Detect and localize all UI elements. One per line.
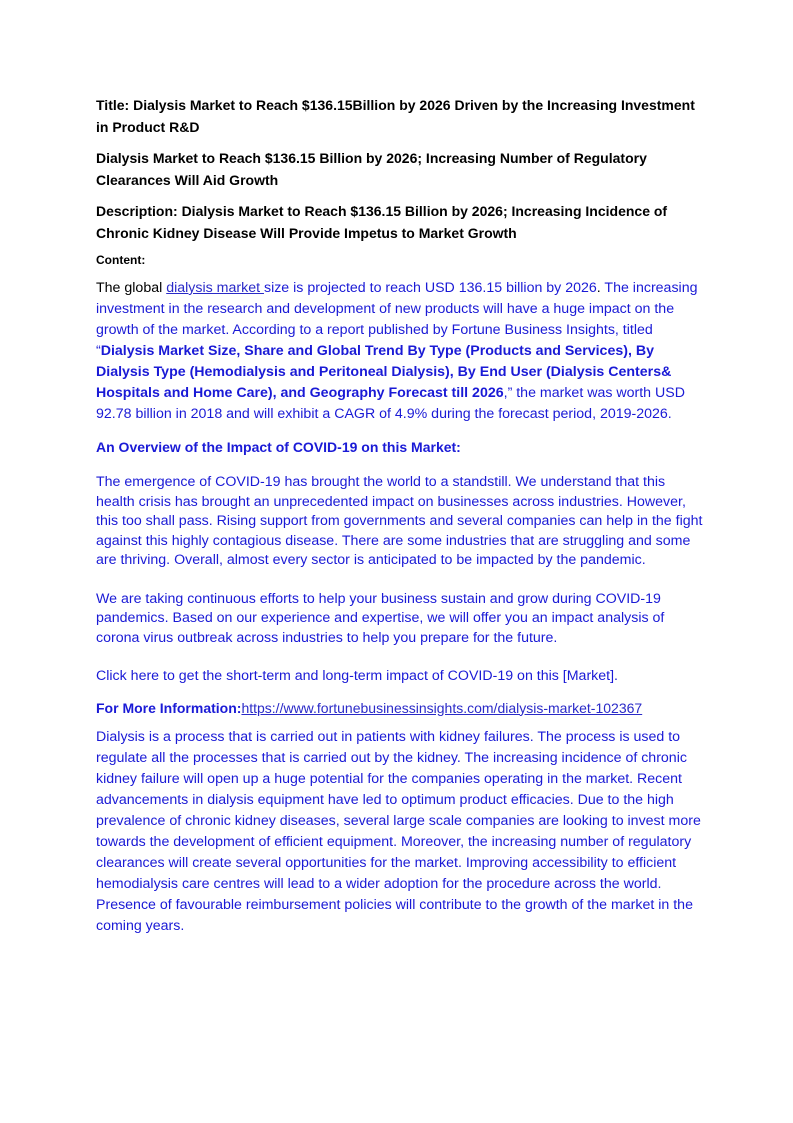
document-subtitle: Dialysis Market to Reach $136.15 Billion by 2026; Increasing Number of Regulatory Clearances Will Aid Growth bbox=[96, 150, 647, 188]
content-label: Content: bbox=[96, 253, 146, 267]
spacer bbox=[96, 648, 706, 667]
covid-paragraph-1: The emergence of COVID-19 has brought the world to a standstill. We understand that this health crisis has brought an unprecedented impact on businesses across industries. However, this too shall pass. Rising support from governments and several companies can help in the fight against this highly contagious disease. There are some industries that are struggling and some are thriving. Overall, almost every sector is anticipated to be impacted by the pandemic. bbox=[96, 474, 703, 568]
intro-text-3: ,” the market was worth USD 92.78 billion in 2018 and will exhibit a CAGR of 4.9% during the forecast period, 2019-2026. bbox=[96, 385, 685, 422]
intro-paragraph bbox=[96, 278, 706, 425]
intro-text-2: The increasing investment in the research and development of new products will have a huge impact on the growth of the market. According to a report published by Fortune Business Insights, titled “ bbox=[96, 280, 698, 359]
document-content bbox=[96, 94, 706, 937]
spacer bbox=[96, 457, 706, 473]
dialysis-market-link[interactable]: dialysis market bbox=[166, 280, 264, 296]
more-info-label: For More Information: bbox=[96, 699, 242, 716]
document-description: Description: Dialysis Market to Reach $136.15 Billion by 2026; Increasing Incidence of Chronic Kidney Disease Will Provide Impetus to Market Growth bbox=[96, 203, 668, 241]
more-info-link[interactable]: https://www.fortunebusinessinsights.com/dialysis-market-102367 bbox=[241, 699, 643, 716]
covid-paragraph-3[interactable]: Click here to get the short-term and long-term impact of COVID-19 on this [Market]. bbox=[96, 668, 618, 684]
spacer bbox=[96, 571, 706, 590]
intro-text-1: size is projected to reach USD 136.15 billion by 2026 bbox=[263, 280, 597, 296]
intro-dot: . bbox=[596, 280, 601, 296]
covid-paragraph-2: We are taking continuous efforts to help your business sustain and grow during COVID-19 pandemics. Based on our experience and expertise, we will offer you an impact analysis of corona virus outbreak across industries to help you prepare for the future. bbox=[96, 590, 665, 646]
more-info-line bbox=[96, 698, 706, 718]
report-title: Dialysis Market Size, Share and Global Trend By Type (Products and Services), By Dialysis Type (Hemodialysis and Peritoneal Dialysis), By End User (Dialysis Centers& Hospitals and Home Care), and Geography Forecast till 2026 bbox=[96, 343, 672, 401]
covid-heading: An Overview of the Impact of COVID-19 on this Market: bbox=[96, 439, 461, 455]
intro-prefix: The global bbox=[96, 280, 167, 296]
body-paragraph: Dialysis is a process that is carried out in patients with kidney failures. The process is used to regulate all the processes that is carried out by the kidney. The increasing incidence of chronic kidney failure will open up a huge potential for the companies operating in the market. Recent advancements in dialysis equipment have led to optimum product efficacies. Due to the high prevalence of chronic kidney diseases, several large scale companies are looking to invest more towards the development of efficient equipment. Moreover, the increasing number of regulatory clearances will create several opportunities for the market. Improving accessibility to efficient hemodialysis care centres will lead to a wider adoption for the procedure across the world. Presence of favourable reimbursement policies will contribute to the growth of the market in the coming years. bbox=[96, 728, 701, 934]
document-title: Title: Dialysis Market to Reach $136.15Billion by 2026 Driven by the Increasing Investment in Product R&D bbox=[96, 97, 695, 135]
